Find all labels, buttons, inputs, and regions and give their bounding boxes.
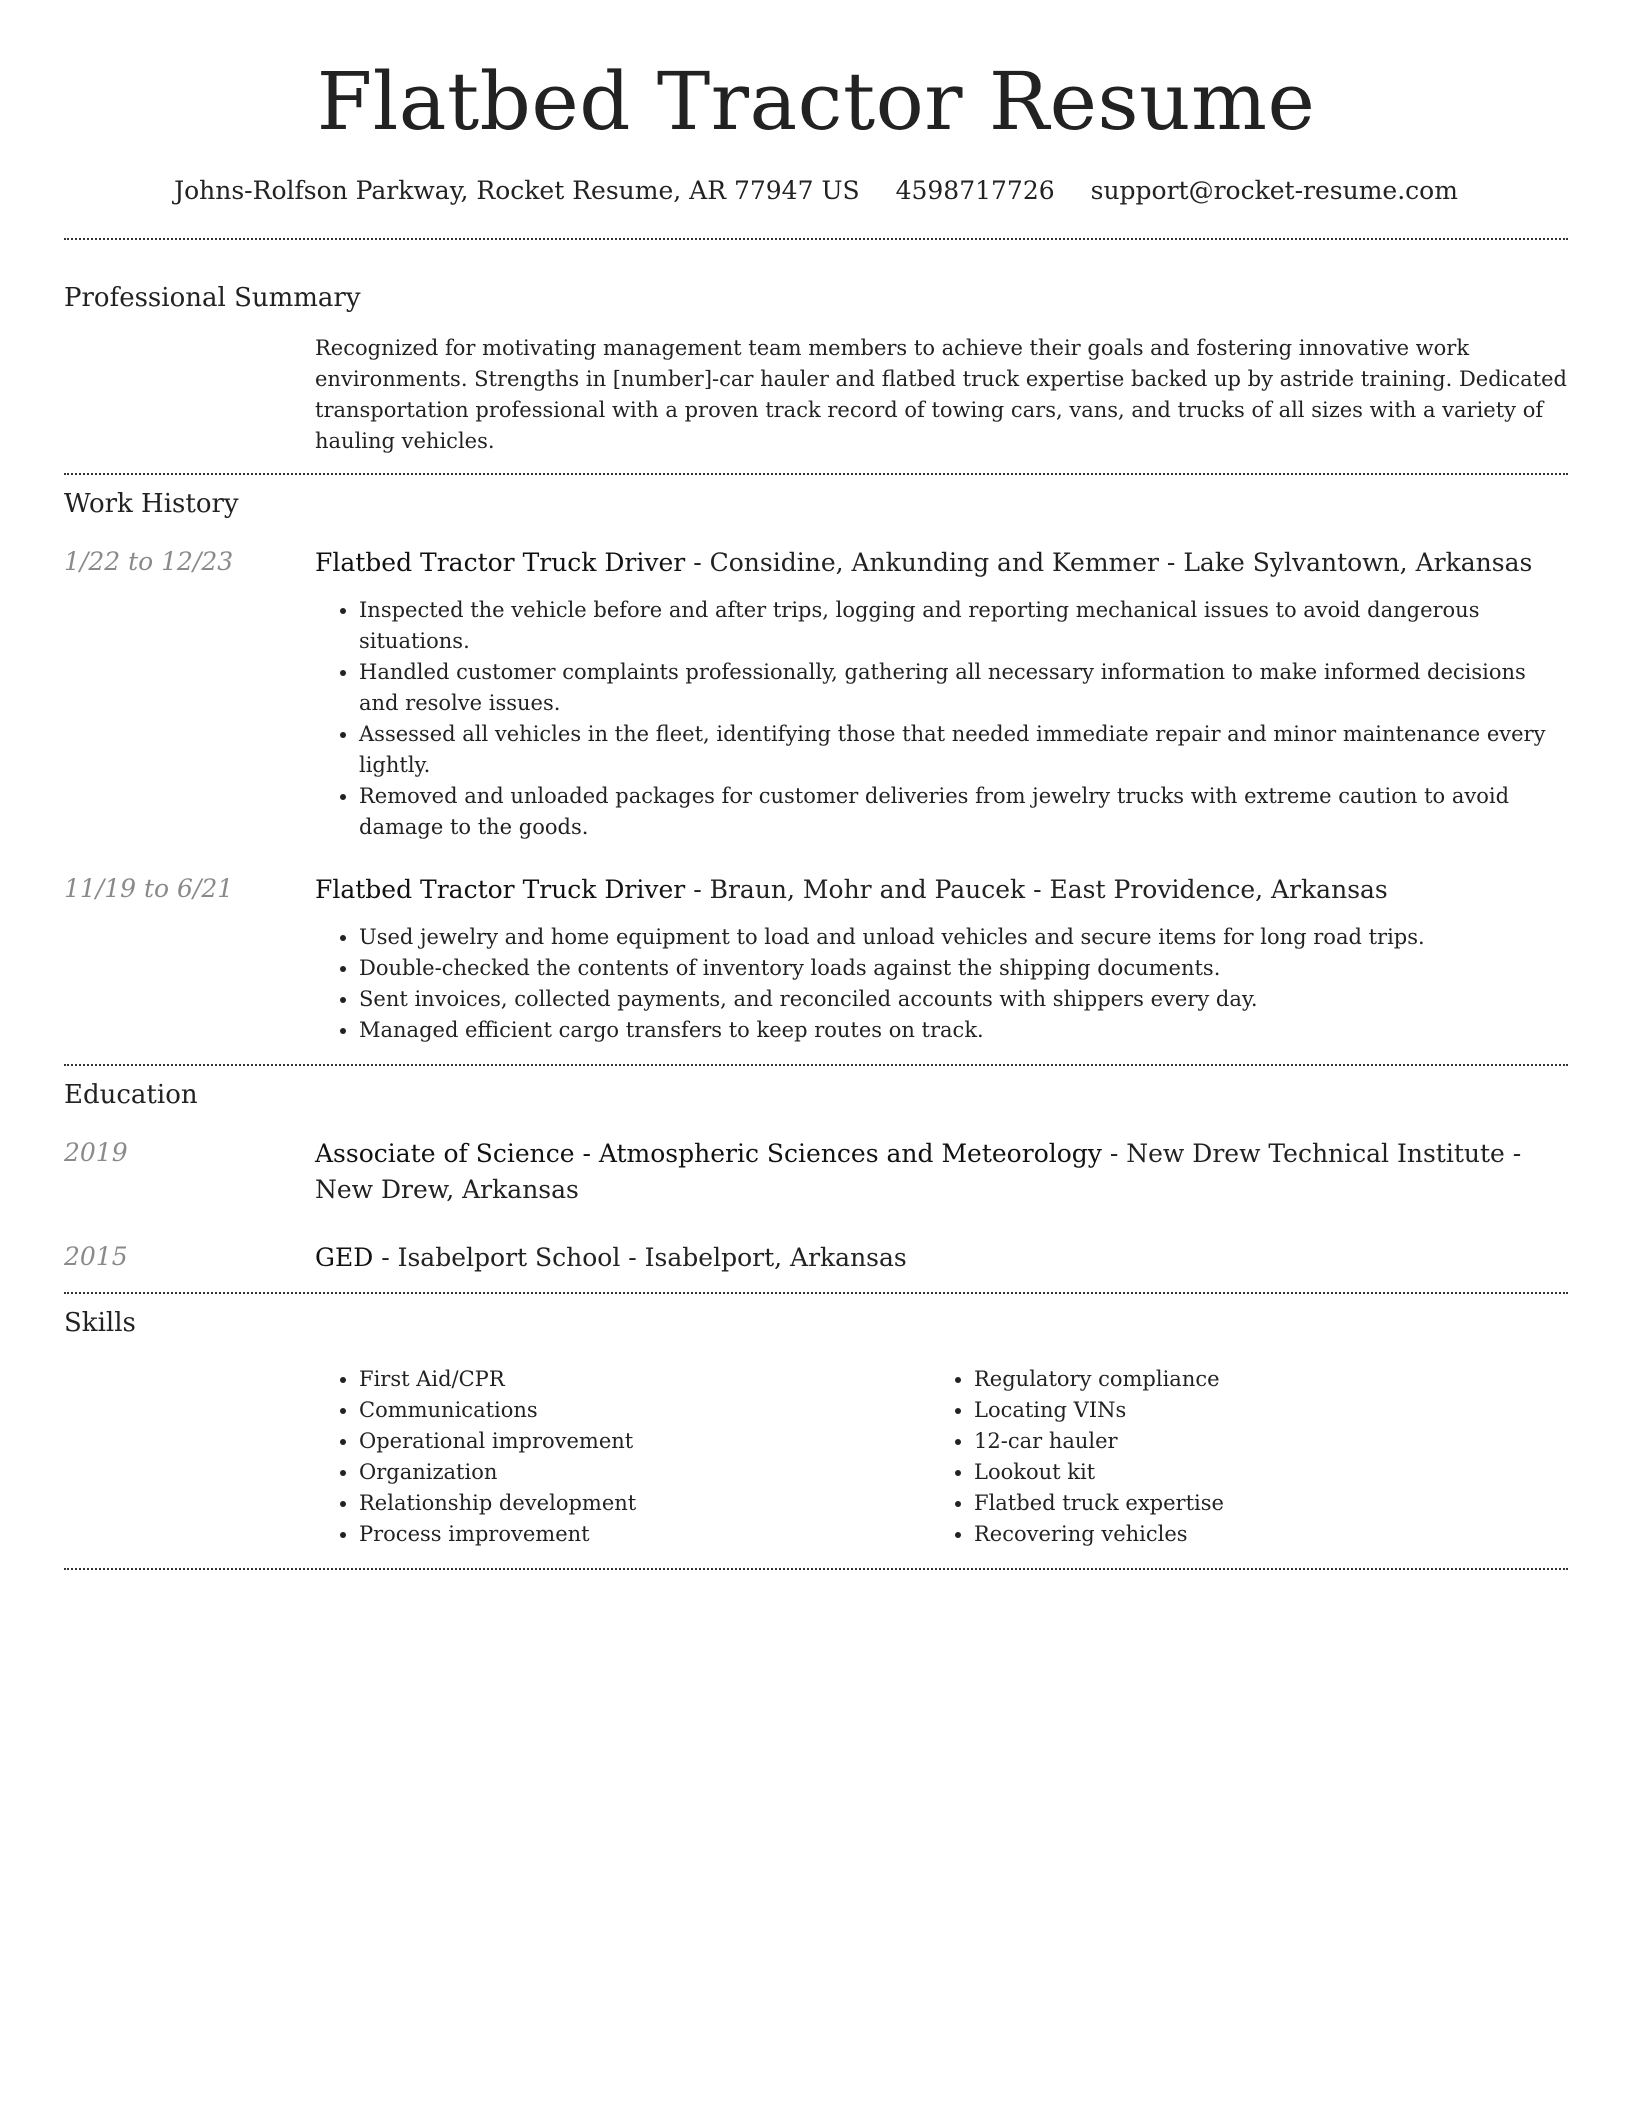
- page-title: Flatbed Tractor Resume: [316, 55, 1316, 148]
- job-details: - Braun, Mohr and Paucek - East Providence, Arkansas: [685, 875, 1388, 904]
- section-title-summary: Professional Summary: [64, 283, 361, 313]
- list-item: • Communications: [359, 1395, 930, 1426]
- education-entry: [64, 1136, 1568, 1208]
- list-item: • Process improvement: [359, 1519, 930, 1550]
- list-item: • Organization: [359, 1457, 930, 1488]
- divider: [64, 1292, 1568, 1294]
- contact-email: support@rocket-resume.com: [1090, 176, 1458, 205]
- list-item: • Relationship development: [359, 1488, 930, 1519]
- list-item: • Flatbed truck expertise: [974, 1488, 1545, 1519]
- job-role: Flatbed Tractor Truck Driver: [315, 548, 686, 577]
- education-year: 2015: [64, 1242, 128, 1271]
- job-bullets: [315, 595, 1568, 843]
- section-title-skills: Skills: [64, 1308, 136, 1338]
- list-item: • Operational improvement: [359, 1426, 930, 1457]
- education-degree: Associate of Science - Atmospheric Sciences and Meteorology: [315, 1139, 1102, 1168]
- list-item: • Handled customer complaints professionally, gathering all necessary information to make informed decisions and resolve issues.: [359, 657, 1568, 719]
- skills-column-left: [315, 1364, 930, 1550]
- section-title-education: Education: [64, 1080, 198, 1110]
- list-item: • 12-car hauler: [974, 1426, 1545, 1457]
- job-entry: [64, 545, 1568, 843]
- list-item: • First Aid/CPR: [359, 1364, 930, 1395]
- list-item: • Used jewelry and home equipment to load and unload vehicles and secure items for long road trips.: [359, 922, 1568, 953]
- job-details: - Considine, Ankunding and Kemmer - Lake Sylvantown, Arkansas: [685, 548, 1533, 577]
- list-item: • Locating VINs: [974, 1395, 1545, 1426]
- skills-list: [315, 1364, 1568, 1550]
- list-item: • Double-checked the contents of inventory loads against the shipping documents.: [359, 953, 1568, 984]
- resume-page: [64, 0, 1568, 1570]
- education-heading: [315, 1136, 1568, 1208]
- skills-spacer: [64, 1364, 315, 1550]
- job-heading: [315, 545, 1568, 581]
- education-details: - Isabelport School - Isabelport, Arkansas: [373, 1243, 907, 1272]
- job-heading: [315, 872, 1568, 908]
- education-heading: [315, 1240, 1568, 1276]
- skills-column-right: [930, 1364, 1545, 1550]
- education-degree: GED: [315, 1243, 374, 1272]
- divider: [64, 238, 1568, 240]
- skills-row: [64, 1364, 1568, 1550]
- list-item: • Lookout kit: [974, 1457, 1545, 1488]
- summary-spacer: [64, 333, 315, 457]
- education-details: - New Drew Technical Institute - New Drew, Arkansas: [315, 1139, 1522, 1204]
- summary-row: [64, 333, 1568, 457]
- contact-address: Johns-Rolfson Parkway, Rocket Resume, AR 77947 US: [174, 176, 860, 205]
- list-item: • Recovering vehicles: [974, 1519, 1545, 1550]
- job-dates: 11/19 to 6/21: [64, 874, 234, 903]
- list-item: • Assessed all vehicles in the fleet, identifying those that needed immediate repair and minor maintenance every lightly.: [359, 719, 1568, 781]
- job-bullets: [315, 922, 1568, 1046]
- section-title-work: Work History: [64, 489, 239, 519]
- education-year: 2019: [64, 1138, 128, 1167]
- list-item: • Managed efficient cargo transfers to keep routes on track.: [359, 1015, 1568, 1046]
- list-item: • Regulatory compliance: [974, 1364, 1545, 1395]
- divider: [64, 473, 1568, 475]
- divider: [64, 1568, 1568, 1570]
- list-item: • Sent invoices, collected payments, and reconciled accounts with shippers every day.: [359, 984, 1568, 1015]
- job-role: Flatbed Tractor Truck Driver: [315, 875, 686, 904]
- contact-phone: 4598717726: [895, 176, 1055, 205]
- summary-text: Recognized for motivating management team members to achieve their goals and fostering innovative work environments. Strengths in [number]-car hauler and flatbed truck expertise backed up by astride training. Dedicated transportation professional with a proven track record of towing cars, vans, and trucks of all sizes with a variety of hauling vehicles.: [315, 336, 1567, 453]
- divider: [64, 1064, 1568, 1066]
- list-item: • Inspected the vehicle before and after trips, logging and reporting mechanical issues to avoid dangerous situations.: [359, 595, 1568, 657]
- list-item: • Removed and unloaded packages for customer deliveries from jewelry trucks with extreme caution to avoid damage to the goods.: [359, 781, 1568, 843]
- job-entry: [64, 872, 1568, 1046]
- job-dates: 1/22 to 12/23: [64, 547, 234, 576]
- contact-line: [64, 174, 1568, 208]
- education-entry: [64, 1240, 1568, 1276]
